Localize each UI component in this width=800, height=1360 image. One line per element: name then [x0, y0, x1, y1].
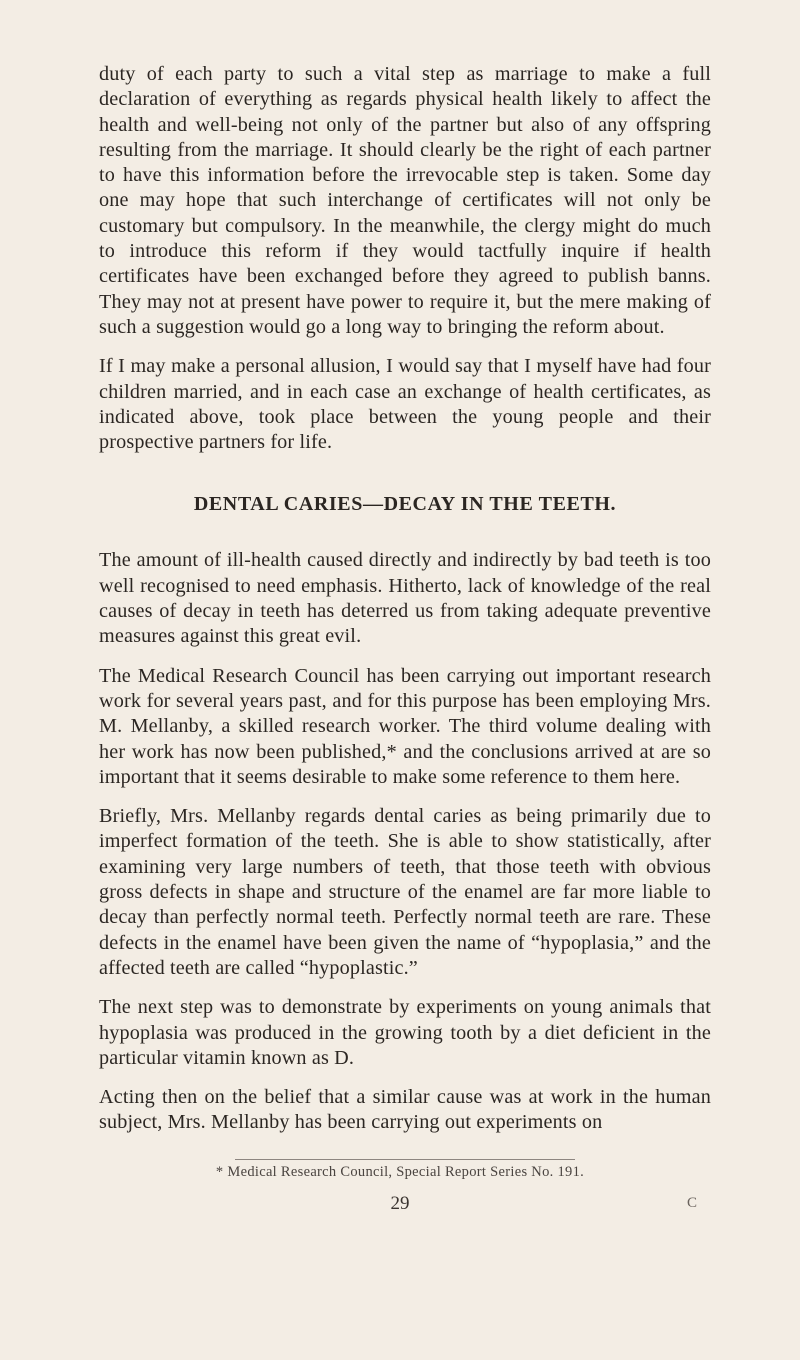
- paragraph-2: If I may make a personal allusion, I would say that I myself have had four children married, and in each case an exchange of health certificates, as indicated above, took place between the young people and their prospective partners for life.: [99, 355, 711, 454]
- section-heading: DENTAL CARIES—DECAY IN THE TEETH.: [193, 493, 617, 516]
- footnote-divider: [235, 1159, 575, 1160]
- paragraph-6: The next step was to demonstrate by experiments on young animals that hypoplasia was produced in the growing tooth by a diet deficient in the particular vitamin known as D.: [99, 996, 711, 1069]
- page-number: 29: [390, 1193, 410, 1214]
- paragraph-3: The amount of ill-health caused directly and indirectly by bad teeth is too well recognised to need emphasis. Hitherto, lack of knowledge of the real causes of decay in teeth has deterred us from taking adequate preventive measures against this great evil.: [99, 549, 711, 648]
- page-body: [99, 62, 711, 1150]
- footnote: * Medical Research Council, Special Report Series No. 191.: [215, 1164, 585, 1180]
- paragraph-5: Briefly, Mrs. Mellanby regards dental caries as being primarily due to imperfect formation of the teeth. She is able to show statistically, after examining very large numbers of teeth, that those teeth with obvious gross defects in shape and structure of the enamel are far more liable to decay than perfectly normal teeth. Perfectly normal teeth are rare. These defects in the enamel have been given the name of “hypoplasia,” and the affected teeth are called “hypoplastic.”: [99, 805, 711, 979]
- signature-mark: C: [687, 1195, 698, 1211]
- paragraph-7: Acting then on the belief that a similar cause was at work in the human subject, Mrs. Mellanby has been carrying out experiments on: [99, 1086, 711, 1134]
- paragraph-4: The Medical Research Council has been carrying out important research work for several years past, and for this purpose has been employing Mrs. M. Mellanby, a skilled research worker. The third volume dealing with her work has now been published,* and the conclusions arrived at are so important that it seems desirable to make some reference to them here.: [99, 664, 711, 788]
- paragraph-1: duty of each party to such a vital step as marriage to make a full declaration of everything as regards physical health likely to affect the health and well-being not only of the partner but also of any offspring resulting from the marriage. It should clearly be the right of each partner to have this information before the irrevocable step is taken. Some day one may hope that such interchange of certificates will not only be customary but compulsory. In the meanwhile, the clergy might do much to introduce this reform if they would tactfully inquire if health certificates have been exchanged before they agreed to publish banns. They may not at present have power to require it, but the mere making of such a suggestion would go a long way to bringing the reform about.: [99, 63, 711, 338]
